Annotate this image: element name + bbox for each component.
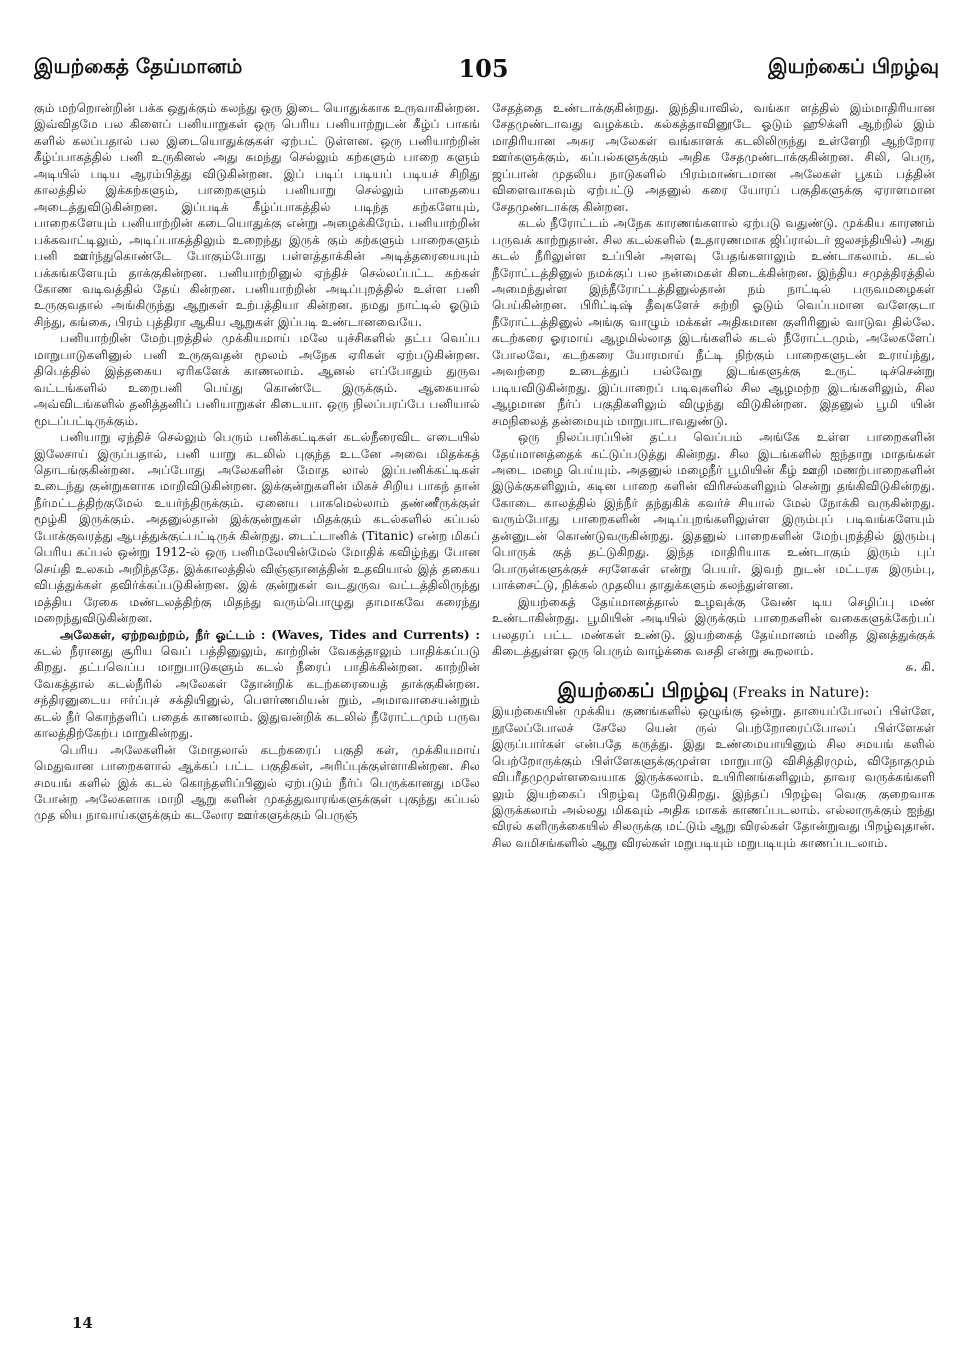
running-title-right: இயற்கைப் பிறழ்வு (768, 54, 939, 78)
paragraph: கும் மற்றொன்றின் பக்க ஒதுக்கும் கலந்து ஒரு இடை யொதுக்காக உருவாகின்றன. இவ்விதமே பல கிளைப் பனியாறுகள் ஒரு பெரிய பனியாற்றுடன் கீழ்ப் பாகங் களில் கலப்பதால் பல இடையொதுக்குகள் ஏற்பட் டுள்ளன. ஒரு பனியாற்றின் கீழ்ப்பாகத்தில் பனி உருகினல் அது சுமந்து செல்லும் கற்களும் பாறை களும் அடியில் படிய ஆரம்பித்து விடுகின்றன. இப் படிப் படியப் படியச் சிறிது காலத்தில் இக்கற்களும், பாறைகளும் பனியாறு செல்லும் பாதையை அடைத்துவிடுகின்றன. இப்படிக் கீழ்ப்பாகத்தில் படிந்த கற்களேயும், பாறைகளேயும் பனியாற்றின் கடையொதுக்கு என்று அழைக்கிரேம். பனியாற்றின் பக்கவாட்டிலும், அடிப்பாகத்திலும் உறைந்து இருக் கும் கற்களும் பாறைகளும் பனி ஊர்ந்துகொண்டே போகும்போது பள்ளத்தாக்கின் அடித்தரையையும் பக்கங்களேயும் தாக்குகின்றன. பனியாற்றினுல் ஏந்திச் செல்லப்பட்ட கற்கள் கோண வடிவத்தில் தேய் கின்றன. பனியாற்றின் அடிப்புறத்தில் உள்ள பனி உருகுவதால் அங்கிருந்து ஆறுகள் உற்பத்தியா கின்றன. நமது நாட்டில் ஓடும் சிந்து, கங்கை, பிரம் புத்திரா ஆகிய ஆறுகள் இப்படி உண்டானவையே. (34, 101, 480, 329)
paragraph: இயற்கைத் தேய்மானத்தால் உழவுக்கு வேண் டிய செழிப்பு மண் உண்டாகின்றது. பூமியின் அடியில் இருக்கும் பாறைகளின் வகைகளுக்கேற்பப் பலதரப் பட்ட மண்கள் உண்டு. இயற்கைத் தேய்மானம் மனித இனத்துக்குக் கிடைத்துள்ள ஒரு பெரும் வாழ்க்கை வசதி என்று கூறலாம். (492, 594, 935, 658)
paragraph: சேதத்தை உண்டாக்குகின்றது. இந்தியாவில், வங்கா ளத்தில் இம்மாதிரியான சேதமுண்டாவது வழக்கம். கல்கத்தாவினூடே ஓடும் ஹூக்ளி ஆற்றில் இம் மாதிரியான அசுர அலேகள் வங்காளக் கடலிலிருந்து உள்ளேறி ஆற்றோர ஊர்களுக்கும், கப்பல்களுக்கும் அதிக சேதமுண்டாக்குகின்றன. சிலி, பெரு, ஜப்பான் முதலிய நாடுகளில் பிரம்மாண்டமான அலேகள் பூகம் பத்தின் விளைவாகவும் ஏற்பட்டு அதனுல் கரை யோரப் பகுதிகளுக்கு ஏராளமான சேதமுண்டாக்கு கின்றன. (492, 101, 935, 214)
page-number: 105 (458, 54, 509, 83)
paragraph: பனியாறு ஏந்திச் செல்லும் பெரும் பனிக்கட்டிகள் கடல்நீரைவிட எடையில் இலேசாய் இருப்பதால், பனி யாறு கடலில் புகுந்த உடனே அவை மிதக்கத் தொடங்குகின்றன. அப்போது அலேகளின் மோத லால் இப்பனிக்கட்டிகள் உடைந்து குன்றுகளாக மாறிவிடுகின்றன. இக்குன்றுகளின் மிகச் சிறிய பாகந் தான் நீர்மட்டத்திற்குமேல் உயர்ந்திருக்கும். ஏனைய பாகமெல்லாம் தண்ணீருக்குள் மூழ்கி இருக்கும். அதனுல்தான் இக்குன்றுகள் மிதக்கும் கடல்களில் கப்பல் போக்குவரத்து ஆபத்துக்குட்பட்டிருக் கின்றது. டைட்டானிக் (Titanic) என்ற மிகப் பெரிய கப்பல் ஒன்று 1912-ல் ஒரு பனிமலேயின்மேல் மோதிக் கவிழ்ந்து போன செய்தி உலகம் அறிந்ததே. இக்காலத்தில் விஞ்ஞானத்தின் உதவியால் இத் தகைய விபத்துக்கள் தவிர்க்கப்படுகின்றன. இக் குன்றுகள் வடதுருவ வட்டத்திலிருந்து மத்திய ரேகை மண்டலத்திற்கு மிதந்து வரும்பொழுது தாமாகவே கரைந்து மறைந்துவிடுகின்றன. (34, 430, 480, 626)
left-column (34, 100, 480, 1305)
subsection-heading: அலேகள், ஏற்றவற்றம், நீர் ஓட்டம் : (Waves, Tides and Currents) : (60, 627, 480, 642)
section-title-tamil: இயற்கைப் பிறழ்வு (557, 677, 729, 702)
author-initials: சு. கி. (905, 660, 935, 675)
volume-number: 14 (72, 1314, 93, 1332)
paragraph-with-lead (34, 627, 480, 742)
right-column (492, 100, 935, 1305)
paragraph: பனியாற்றின் மேற்புறத்தில் முக்கியமாய் மலே யுச்சிகளில் தட்ப வெப்ப மாறுபாடுகளினுல் பனி உருகுவதன் மூலம் அநேக ஏரிகள் ஏற்படுகின்றன. திபெத்தில் இத்தகைய ஏரிகளேக் காணலாம். ஆனல் எப்போதும் துருவ வட்டங்களில் உறைபனி பெய்து கொண்டே இருக்கும். ஆகையால் அவ்விடங்களில் தனித்தனிப் பனியாறுகள் கிடையா. ஒரு நிலப்பரப்பே பனியால் மூடப்பட்டிருக்கும். (34, 331, 480, 428)
paragraph-text: கடல் நீரானது சூரிய வெப் பத்தினுலும், காற்றின் வேகத்தாலும் பாதிக்கப்படு கிறது. தட்பவெப்ப மாறுபாடுகளும் கடல் நீரைப் பாதிக்கின்றன. காற்றின் வேகத்தால் கடல்நீரில் அலேகள் தோன்றிக் கடற்கரையைத் தாக்குகின்றன. சந்திரனுடைய ஈர்ப்புச் சக்தியினுல், பௌர்ணமியன் றும், அமாவாசையன்றும் கடல் நீர் கொந்தளிப் பதைக் காணலாம். இதுவன்றிக் கடலில் நீரோட்டமும் பருவ காலத்திற்கேற்ப மாறுகின்றது. (34, 643, 480, 741)
paragraph: ஒரு நிலப்பரப்பின் தட்ப வெப்பம் அங்கே உள்ள பாறைகளின் தேய்மானத்தைக் கட்டுப்படுத்து கின்றது. சில இடங்களில் ஐந்தாறு மாதங்கள் அடை மழை பெய்யும். அதனுல் மழைநீர் பூமியின் கீழ் ஊறி மணற்பாறைகளின் இடுக்குகளிலும், கடின பாறை களின் விரிசல்களிலும் சென்று தங்கிவிடுகின்றது. கோடை காலத்தில் இந்நீர் தந்துகிக் கவர்ச் சியால் மேல் நோக்கி வருகின்றது. வரும்போது பாறைகளின் அடிப்புறங்களிலுள்ள இரும்புப் படிவங்களேயும் தன்னுடன் கொண்டுவருகின்றது. இதனுல் பாறைகளின் மேற்புறத்தில் இரும்பு பொருக் குத் தட்டுகிறது. இந்த மாதிரியாக உண்டாகும் இரும் புப் பொருள்களுக்குச் சரளேகள் என்று பெயர். இவற் றுடன் மட்டரக இரும்பு, பாக்சைட்டு, நிக்கல் முதலிய தாதுக்களும் கலந்துள்ளன. (492, 430, 935, 593)
section-title-english: (Freaks in Nature): (732, 684, 870, 701)
paragraph: பெரிய அலேகளின் மோதலால் கடற்கரைப் பகுதி கள், முக்கியமாய் மெதுவான பாறைகளால் ஆக்கப் பட்ட பகுதிகள், அரிப்புக்குள்ளாகின்றன. சில சமயங் களில் இக் கடல் கொந்தளிப்பினுல் ஏற்படும் நீர்ப் பெருக்கானது மலே போன்ற அலேகளாக மாறி ஆறு களின் முகத்துவாரங்களுக்குள் புகுந்து கப்பல் முத லிய நாவாய்களுக்கும் கடலோர ஊர்களுக்கும் பெருஞ் (34, 742, 480, 823)
page-header (28, 54, 939, 94)
section-heading (492, 677, 935, 702)
running-title-left: இயற்கைத் தேய்மானம் (34, 54, 243, 78)
paragraph: கடல் நீரோட்டம் அநேக காரணங்களால் ஏற்படு வதுண்டு. முக்கிய காரணம் பருவக் காற்றுதான். சில கடல்களில் (உதாரணமாக ஜிப்ரால்டர் ஜலசந்தியில்) அது கடல் நீரிலுள்ள உப்பின் அளவு பேதங்களாலும் உண்டாகலாம். கடல் நீரோட்டத்தினுல் நமக்குப் பல நன்மைகள் கிடைக்கின்றன. இந்திய சமுத்திரத்தில் அமைந்துள்ள இந்நீரோட்டத்தினுல்தான் நம் நாட்டில் பருவமழைகள் பெய்கின்றன. பிரிட்டிஷ் தீவுகளேச் சுற்றி ஓடும் வெப்பமான வளேகுடா நீரோட்டத்தினுல் அங்கு வாழும் மக்கள் அதிகமான குளிரினுல் வாடுவ தில்லே. கடற்கரை ஓரமாய் ஆழமில்லாத இடங்களில் கடல் நீரோட்டமும், அலேகளேப் போலவே, கடற்கரை யோரமாய் நீட்டி நிற்கும் பாறைகளுடன் உராய்ந்து, அவற்றை உடைத்துப் பல்வேறு இடங்களுக்கு உருட் டிச்சென்று படியவிடுகின்றது. இப்பாறைப் படிவுகளில் சில ஆழமற்ற இடங்களிலும், சில ஆழமான நீர்ப் பகுதிகளிலும் விழுந்து விடுகின்றன. இதனுல் பூமி யின் சமநிலைத் தன்மையும் மாறுபாடாவதுண்டு. (492, 216, 935, 428)
paragraph: இயற்கையின் முக்கிய குணங்களில் ஒழுங்கு ஒன்று. தாயைப்போலப் பிள்ளே, நூலேப்போலச் சேலே யென் ருல் பெற்றோரைப்போலப் பிள்ளேகள் இருப்பார்கள் என்பதே கருத்து. இது உண்மையாயினும் சில சமயங் களில் பெற்றோருக்கும் பிள்ளேகளுக்குமுள்ள மாறுபாடு விசித்திரமும், விநோதமும் விபரீதமுமுள்ளவையாக இருக்கலாம். உயிரினங்களிலும், தாவர வருக்கங்களி லும் இயற்கைப் பிறழ்வு நேரிடுகிறது. இந்தப் பிறழ்வு வெகு குறைவாக இருக்கலாம் அல்லது மிகவும் அதிக மாகக் காணப்படலாம். எல்லாருக்கும் ஐந்து விரல் களிருக்கையில் சிலருக்கு மட்டும் ஆறு விரல்கள் தோன்றுவது பிறழ்வுதான். சில வமிசங்களில் ஆறு விரல்கள் மறுபடியும் மறுபடியும் காணப்படலாம். (492, 704, 935, 850)
